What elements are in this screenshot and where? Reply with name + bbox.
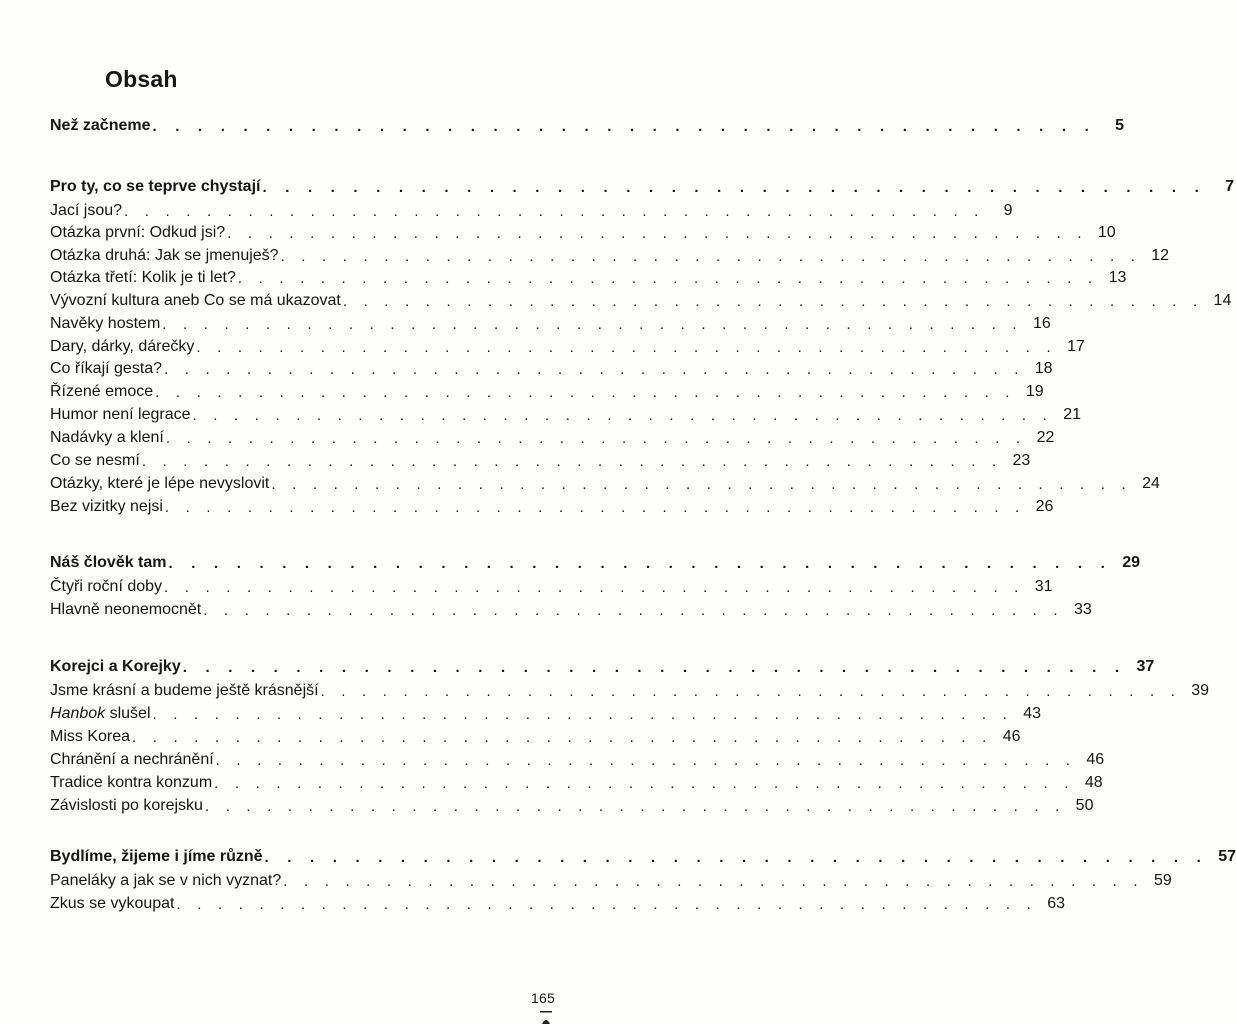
toc-item-label: Navěky hostem bbox=[50, 315, 161, 332]
dot-leader: . . . . . . . . . . . . . . . . . . . . . . . . . . . . . . . . . . . . . . . . . . bbox=[164, 579, 1025, 596]
dot-leader: . . . . . . . . . . . . . . . . . . . . . . . . . . . . . . . . . . . . . . . . . . bbox=[141, 453, 1003, 470]
toc-item-page: 18 bbox=[1034, 360, 1053, 377]
toc-item-page: 13 bbox=[1108, 269, 1127, 286]
dot-leader: . . . . . . . . . . . . . . . . . . . . . . . . . . . . . . . . . . . . . . . . . . bbox=[203, 602, 1064, 619]
toc-item-page: 16 bbox=[1032, 315, 1051, 332]
dot-leader: . . . . . . . . . . . . . . . . . . . . . . . . . . . . . . . . . . . . . . . . . . bbox=[162, 316, 1023, 333]
toc-item-page: 24 bbox=[1142, 475, 1160, 492]
toc-item bbox=[50, 403, 1082, 425]
toc-item-page: 10 bbox=[1097, 224, 1116, 241]
toc-item bbox=[50, 357, 1053, 379]
toc-heading-label: Náš člověk tam bbox=[50, 554, 167, 571]
dot-leader: . . . . . . . . . . . . . . . . . . . . . . . . . . . . . . . . . . . . . . . . . . bbox=[227, 225, 1088, 242]
toc-heading-page: 7 bbox=[1225, 178, 1234, 195]
toc-heading-label: Korejci a Korejky bbox=[50, 658, 181, 675]
dot-leader: . . . . . . . . . . . . . . . . . . . . . . . . . . . . . . . . . . . . . . . . . . bbox=[214, 775, 1075, 792]
dot-leader: . . . . . . . . . . . . . . . . . . . . . . . . . . . . . . . . . . . . . . . . . . bbox=[271, 476, 1132, 493]
toc-section-heading bbox=[50, 175, 1234, 197]
toc-item bbox=[50, 221, 1116, 243]
dot-leader: . . . . . . . . . . . . . . . . . . . . . . . . . . . . . . . . . . . . . . . . . . bbox=[124, 203, 985, 220]
dot-leader: . . . . . . . . . . . . . . . . . . . . . . . . . . . . . . . . . . . . . . . . . . bbox=[164, 499, 1026, 516]
page-ornament-icon bbox=[540, 1010, 552, 1024]
toc-item-label: Nadávky a klení bbox=[50, 429, 164, 446]
dot-leader: . . . . . . . . . . . . . . . . . . . . . . . . . . . . . . . . . . . . . . . . . . bbox=[237, 270, 1099, 287]
toc-item bbox=[50, 794, 1094, 816]
toc-item bbox=[50, 679, 1210, 701]
toc-item-label: Řízené emoce bbox=[50, 383, 154, 400]
toc-item-page: 12 bbox=[1151, 247, 1170, 264]
toc-item-label: Otázka třetí: Kolik je ti let? bbox=[50, 269, 236, 286]
toc-item bbox=[50, 598, 1092, 620]
toc-heading-label: Pro ty, co se teprve chystají bbox=[50, 178, 261, 195]
dot-leader: . . . . . . . . . . . . . . . . . . . . . . . . . . . . . . . . . . . . . . . . . . bbox=[168, 555, 1113, 572]
toc-section-heading bbox=[50, 845, 1236, 867]
toc-item bbox=[50, 380, 1044, 402]
toc-item-label: Čtyři roční doby bbox=[50, 578, 163, 595]
dot-leader: . . . . . . . . . . . . . . . . . . . . . . . . . . . . . . . . . . . . . . . . . . bbox=[264, 849, 1209, 866]
toc-item-label bbox=[50, 704, 151, 724]
toc-section-heading bbox=[50, 551, 1141, 573]
dot-leader: . . . . . . . . . . . . . . . . . . . . . . . . . . . . . . . . . . . . . . . . . . bbox=[196, 339, 1057, 356]
toc-item-label: Co říkají gesta? bbox=[50, 360, 163, 377]
dot-leader: . . . . . . . . . . . . . . . . . . . . . . . . . . . . . . . . . . . . . . . . . . bbox=[280, 248, 1142, 265]
toc-item bbox=[50, 495, 1054, 517]
toc-item-page: 9 bbox=[1003, 202, 1013, 219]
toc-item-page: 46 bbox=[1086, 751, 1105, 768]
toc-section-heading bbox=[50, 655, 1155, 677]
toc-item-label: Jací jsou? bbox=[50, 202, 123, 219]
toc-item bbox=[50, 725, 1021, 747]
toc-heading-page: 37 bbox=[1136, 658, 1155, 675]
toc-item-label: Tradice kontra konzum bbox=[50, 774, 213, 791]
toc-item-label: Závislosti po korejsku bbox=[50, 797, 203, 814]
toc-heading-page: 57 bbox=[1218, 848, 1236, 865]
dot-leader: . . . . . . . . . . . . . . . . . . . . . . . . . . . . . . . . . . . . . . . . . . bbox=[283, 873, 1144, 890]
toc-item-page: 31 bbox=[1034, 578, 1053, 595]
toc-item-page: 50 bbox=[1075, 797, 1094, 814]
toc-item bbox=[50, 449, 1031, 471]
dot-leader: . . . . . . . . . . . . . . . . . . . . . . . . . . . . . . . . . . . . . . . . . . bbox=[182, 659, 1127, 676]
toc-item-page: 48 bbox=[1084, 774, 1103, 791]
toc-item-label: Otázka druhá: Jak se jmenuješ? bbox=[50, 247, 279, 264]
toc-item-label: Bez vizitky nejsi bbox=[50, 498, 163, 515]
toc-item-page: 22 bbox=[1036, 429, 1055, 446]
dot-leader: . . . . . . . . . . . . . . . . . . . . . . . . . . . . . . . . . . . . . . . . . . bbox=[320, 683, 1182, 700]
page-number: 165 bbox=[531, 990, 555, 1006]
page-title: Obsah bbox=[105, 66, 178, 92]
toc-item-page: 23 bbox=[1012, 452, 1031, 469]
toc-item bbox=[50, 426, 1055, 448]
dot-leader: . . . . . . . . . . . . . . . . . . . . . . . . . . . . . . . . . . . . . . . . . . bbox=[165, 430, 1027, 447]
dot-leader: . . . . . . . . . . . . . . . . . . . . . . . . . . . . . . . . . . . . . . . . . . bbox=[132, 729, 993, 746]
toc-item-label: Otázky, které je lépe nevyslovit bbox=[50, 475, 270, 492]
toc-item-page: 33 bbox=[1073, 601, 1092, 618]
toc-item-page: 43 bbox=[1023, 705, 1042, 722]
toc-item-label: Otázka první: Odkud jsi? bbox=[50, 224, 226, 241]
toc-item-label: Miss Korea bbox=[50, 728, 131, 745]
toc-item-label: Paneláky a jak se v nich vyznat? bbox=[50, 872, 282, 889]
toc-item-label-italic: Hanbok bbox=[50, 705, 106, 722]
toc-item-page: 39 bbox=[1191, 682, 1210, 699]
dot-leader: . . . . . . . . . . . . . . . . . . . . . . . . . . . . . . . . . . . . . . . . . . bbox=[155, 384, 1016, 401]
toc-item bbox=[50, 335, 1085, 357]
dot-leader: . . . . . . . . . . . . . . . . . . . . . . . . . . . . . . . . . . . . . . . . . . bbox=[176, 896, 1038, 913]
toc-item-page: 14 bbox=[1213, 292, 1232, 309]
toc-item bbox=[50, 472, 1160, 494]
toc-item-page: 46 bbox=[1002, 728, 1021, 745]
toc-item-page: 19 bbox=[1025, 383, 1044, 400]
toc-item bbox=[50, 771, 1103, 793]
toc-item-label: Jsme krásní a budeme ještě krásnější bbox=[50, 682, 319, 699]
toc-item-label: Vývozní kultura aneb Co se má ukazovat bbox=[50, 292, 341, 309]
toc-heading-label: Než začneme bbox=[50, 117, 151, 134]
toc-item-label: Hlavně neonemocnět bbox=[50, 601, 202, 618]
toc-item-label: Dary, dárky, dárečky bbox=[50, 338, 195, 355]
toc-item bbox=[50, 199, 1013, 221]
toc-item-label: Humor není legrace bbox=[50, 406, 191, 423]
toc-item-label-rest: slušel bbox=[105, 705, 151, 722]
toc-heading-page: 29 bbox=[1122, 554, 1141, 571]
toc-item-page: 17 bbox=[1067, 338, 1085, 355]
dot-leader: . . . . . . . . . . . . . . . . . . . . . . . . . . . . . . . . . . . . . . . . . . bbox=[164, 361, 1025, 378]
toc-item bbox=[50, 575, 1053, 597]
toc-item bbox=[50, 266, 1127, 288]
dot-leader: . . . . . . . . . . . . . . . . . . . . . . . . . . . . . . . . . . . . . . . . . . bbox=[342, 293, 1204, 310]
toc-item bbox=[50, 312, 1051, 334]
toc-item bbox=[50, 748, 1105, 770]
toc-item bbox=[50, 289, 1232, 311]
toc-item bbox=[50, 869, 1172, 891]
toc-item-label: Zkus se vykoupat bbox=[50, 895, 175, 912]
toc-heading-page: 5 bbox=[1115, 117, 1125, 134]
toc-item-page: 21 bbox=[1063, 406, 1082, 423]
toc-item-page: 26 bbox=[1035, 498, 1054, 515]
toc-section-heading bbox=[50, 114, 1125, 136]
dot-leader: . . . . . . . . . . . . . . . . . . . . . . . . . . . . . . . . . . . . . . . . . . bbox=[215, 752, 1077, 769]
toc-item bbox=[50, 702, 1042, 724]
toc-item-page: 59 bbox=[1153, 872, 1172, 889]
dot-leader: . . . . . . . . . . . . . . . . . . . . . . . . . . . . . . . . . . . . . . . . . . bbox=[152, 118, 1097, 135]
toc-item-label: Co se nesmí bbox=[50, 452, 140, 469]
dot-leader: . . . . . . . . . . . . . . . . . . . . . . . . . . . . . . . . . . . . . . . . . . bbox=[262, 179, 1206, 196]
toc-heading-label: Bydlíme, žijeme i jíme různě bbox=[50, 848, 263, 865]
toc-item-label: Chránění a nechránění bbox=[50, 751, 214, 768]
toc-item-page: 63 bbox=[1047, 895, 1066, 912]
dot-leader: . . . . . . . . . . . . . . . . . . . . . . . . . . . . . . . . . . . . . . . . . . bbox=[204, 798, 1066, 815]
toc-item bbox=[50, 892, 1066, 914]
dot-leader: . . . . . . . . . . . . . . . . . . . . . . . . . . . . . . . . . . . . . . . . . . bbox=[152, 706, 1014, 723]
toc-item bbox=[50, 244, 1170, 266]
dot-leader: . . . . . . . . . . . . . . . . . . . . . . . . . . . . . . . . . . . . . . . . . . bbox=[192, 407, 1054, 424]
